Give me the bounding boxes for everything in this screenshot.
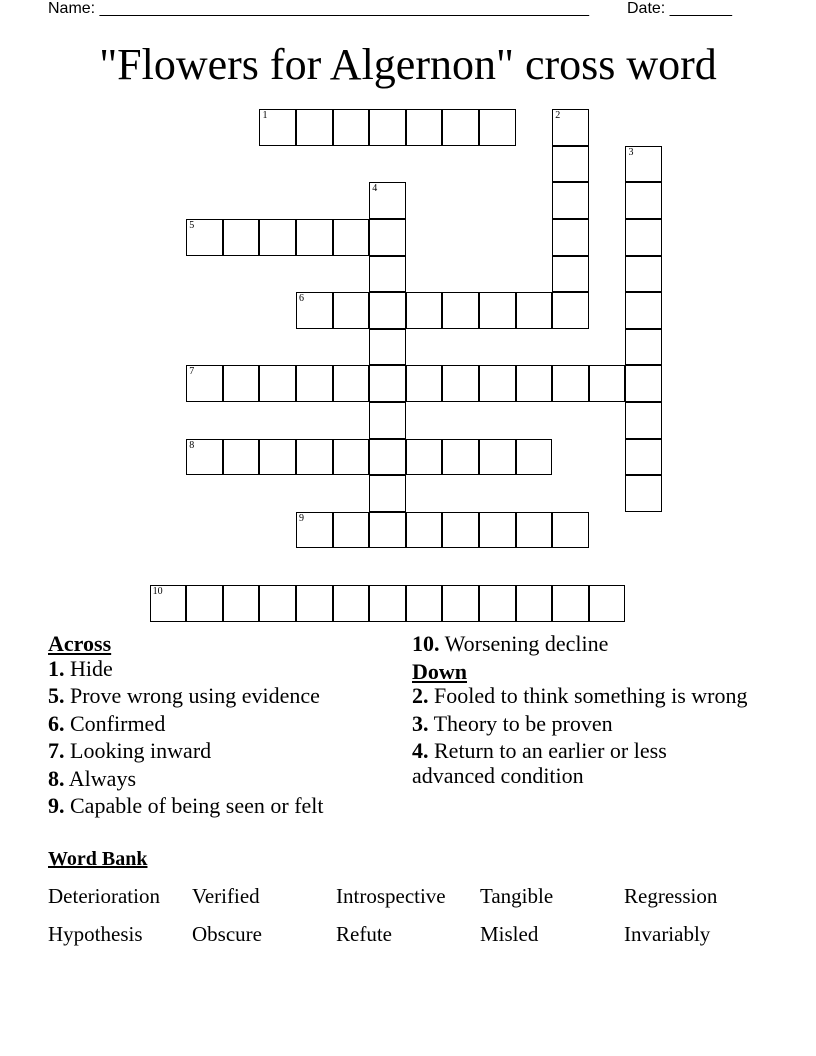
- crossword-cell[interactable]: [296, 512, 333, 549]
- crossword-cell[interactable]: [259, 585, 296, 622]
- crossword-cell[interactable]: [442, 439, 479, 476]
- word-bank-word: Deterioration: [48, 884, 160, 908]
- crossword-cell[interactable]: [186, 365, 223, 402]
- word-bank-word: Invariably: [624, 922, 711, 946]
- crossword-cell[interactable]: [333, 365, 370, 402]
- crossword-cell[interactable]: [296, 219, 333, 256]
- clue-number: 7: [189, 366, 195, 378]
- crossword-cell[interactable]: [369, 329, 406, 366]
- clue-number: 2: [555, 110, 561, 122]
- across-clue-9: 9. Capable of being seen or felt: [48, 793, 324, 818]
- crossword-cell[interactable]: [186, 439, 223, 476]
- crossword-cell[interactable]: [150, 585, 187, 622]
- crossword-cell[interactable]: [552, 585, 589, 622]
- clue-number: 5: [189, 220, 195, 232]
- crossword-cell[interactable]: [369, 256, 406, 293]
- crossword-cell[interactable]: [296, 109, 333, 146]
- crossword-cell[interactable]: [223, 439, 260, 476]
- word-bank-word: Refute: [336, 922, 392, 946]
- crossword-cell[interactable]: [625, 219, 662, 256]
- crossword-cell[interactable]: [589, 585, 626, 622]
- crossword-cell[interactable]: [296, 585, 333, 622]
- across-clue-6: 6. Confirmed: [48, 710, 166, 736]
- crossword-cell[interactable]: [369, 475, 406, 512]
- crossword-cell[interactable]: [333, 512, 370, 549]
- crossword-cell[interactable]: [479, 585, 516, 622]
- crossword-cell[interactable]: [223, 365, 260, 402]
- across-clue-7: 7. Looking inward: [48, 738, 212, 763]
- crossword-cell[interactable]: [479, 439, 516, 476]
- crossword-cell[interactable]: [223, 219, 260, 256]
- clue-number: 4: [372, 183, 378, 195]
- crossword-cell[interactable]: [333, 439, 370, 476]
- down-heading: Down: [412, 658, 468, 684]
- crossword-cell[interactable]: [516, 585, 553, 622]
- crossword-cell[interactable]: [625, 182, 662, 219]
- crossword-cell[interactable]: [369, 219, 406, 256]
- page-title: "Flowers for Algernon" cross word: [99, 40, 717, 89]
- crossword-cell[interactable]: [369, 585, 406, 622]
- crossword-cell[interactable]: [625, 439, 662, 476]
- crossword-cell[interactable]: [259, 109, 296, 146]
- clue-number: 8: [189, 439, 195, 451]
- crossword-cell[interactable]: [406, 585, 443, 622]
- crossword-cell[interactable]: [406, 292, 443, 329]
- crossword-cell[interactable]: [369, 439, 406, 476]
- crossword-cell[interactable]: [333, 219, 370, 256]
- word-bank-title: Word Bank: [48, 848, 148, 870]
- across-heading: Across: [48, 631, 112, 656]
- crossword-cell[interactable]: [552, 219, 589, 256]
- clues-column-left: [48, 632, 388, 822]
- across-clue-1: 1. Hide: [48, 655, 113, 681]
- crossword-cell[interactable]: [625, 256, 662, 293]
- crossword-cell[interactable]: [259, 365, 296, 402]
- crossword-cell[interactable]: [369, 109, 406, 146]
- crossword-cell[interactable]: [369, 402, 406, 439]
- crossword-cell[interactable]: [296, 365, 333, 402]
- crossword-cell[interactable]: [259, 439, 296, 476]
- crossword-cell[interactable]: [296, 292, 333, 329]
- crossword-cell[interactable]: [406, 109, 443, 146]
- name-field-label: Name: _______________________________________________________: [48, 0, 589, 17]
- crossword-cell[interactable]: [589, 365, 626, 402]
- word-bank-word: Regression: [624, 884, 718, 908]
- crossword-cell[interactable]: [625, 292, 662, 329]
- crossword-cell[interactable]: [625, 329, 662, 366]
- crossword-cell[interactable]: [552, 256, 589, 293]
- crossword-cell[interactable]: [369, 512, 406, 549]
- crossword-cell[interactable]: [625, 402, 662, 439]
- crossword-cell[interactable]: [406, 365, 443, 402]
- crossword-cell[interactable]: [369, 182, 406, 219]
- down-clue-4: 4. Return to an earlier or less advanced condition: [412, 738, 667, 788]
- crossword-cell[interactable]: [552, 146, 589, 183]
- word-bank-word: Misled: [480, 922, 539, 946]
- crossword-cell[interactable]: [442, 585, 479, 622]
- crossword-cell[interactable]: [552, 182, 589, 219]
- word-bank-word: Tangible: [480, 884, 554, 908]
- across-clue-10: 10. Worsening decline: [412, 631, 609, 656]
- word-bank-word: Introspective: [336, 884, 446, 908]
- date-field-label: Date: _______: [627, 0, 732, 17]
- crossword-cell[interactable]: [552, 512, 589, 549]
- crossword-cell[interactable]: [296, 439, 333, 476]
- crossword-cell[interactable]: [442, 512, 479, 549]
- crossword-cell[interactable]: [442, 365, 479, 402]
- crossword-cell[interactable]: [516, 512, 553, 549]
- clue-number: 6: [299, 293, 305, 305]
- crossword-cell[interactable]: [625, 365, 662, 402]
- crossword-cell[interactable]: [333, 292, 370, 329]
- crossword-cell[interactable]: [479, 365, 516, 402]
- down-clue-2: 2. Fooled to think something is wrong: [412, 683, 748, 708]
- crossword-cell[interactable]: [479, 512, 516, 549]
- crossword-cell[interactable]: [223, 585, 260, 622]
- crossword-cell[interactable]: [406, 512, 443, 549]
- crossword-cell[interactable]: [369, 365, 406, 402]
- crossword-cell[interactable]: [186, 585, 223, 622]
- crossword-cell[interactable]: [479, 109, 516, 146]
- crossword-cell[interactable]: [516, 365, 553, 402]
- crossword-cell[interactable]: [552, 109, 589, 146]
- crossword-cell[interactable]: [552, 292, 589, 329]
- clues-column-right: [412, 632, 752, 791]
- crossword-cell[interactable]: [516, 292, 553, 329]
- across-clue-8: 8. Always: [48, 765, 137, 791]
- clue-number: 1: [262, 110, 268, 122]
- word-bank-word: Verified: [192, 884, 260, 908]
- crossword-cell[interactable]: [406, 439, 443, 476]
- crossword-cell[interactable]: [479, 292, 516, 329]
- crossword-cell[interactable]: [442, 292, 479, 329]
- down-clue-3: 3. Theory to be proven: [412, 710, 613, 736]
- crossword-cell[interactable]: [625, 475, 662, 512]
- crossword-cell[interactable]: [186, 219, 223, 256]
- crossword-cell[interactable]: [552, 365, 589, 402]
- across-clue-5: 5. Prove wrong using evidence: [48, 683, 320, 708]
- clue-number: 10: [152, 586, 163, 598]
- clue-number: 9: [299, 512, 305, 524]
- crossword-cell[interactable]: [333, 585, 370, 622]
- crossword-cell[interactable]: [516, 439, 553, 476]
- word-bank-word: Obscure: [192, 922, 262, 946]
- crossword-cell[interactable]: [442, 109, 479, 146]
- crossword-cell[interactable]: [333, 109, 370, 146]
- crossword-cell[interactable]: [259, 219, 296, 256]
- crossword-cell[interactable]: [625, 146, 662, 183]
- word-bank-word: Hypothesis: [48, 922, 143, 946]
- clue-number: 3: [628, 146, 634, 158]
- crossword-cell[interactable]: [369, 292, 406, 329]
